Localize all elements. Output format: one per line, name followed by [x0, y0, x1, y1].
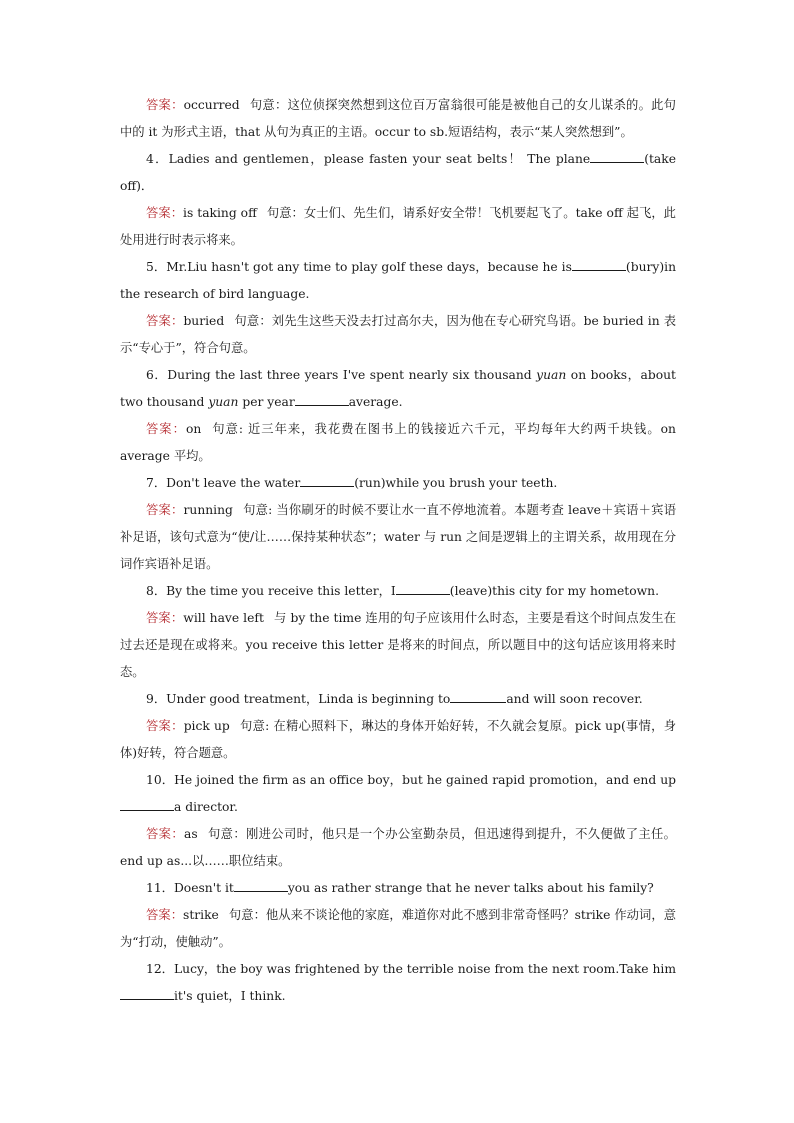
question-text: 12．Lucy，the boy was frightened by the terrible noise from the next room.Take him [146, 962, 676, 976]
question-text: 7．Don't leave the water [146, 476, 301, 490]
answer-label: 答案： [146, 98, 184, 112]
answer-blank[interactable] [120, 796, 174, 811]
question-text: 11．Doesn't it [146, 881, 234, 895]
answer-paragraph [120, 902, 676, 956]
answer-blank[interactable] [396, 580, 450, 595]
answer-explanation: 句意: 近三年来，我花费在图书上的钱接近六千元，平均每年大约两千块钱。on average 平均。 [120, 422, 676, 463]
question-5 [120, 254, 676, 308]
question-text: 4．Ladies and gentlemen，please fasten your seat belts！ The plane [146, 152, 591, 166]
answer-label: 答案： [146, 827, 184, 841]
answer-blank[interactable] [450, 688, 506, 703]
question-7 [120, 470, 676, 497]
question-9 [120, 686, 676, 713]
answer-paragraph [120, 605, 676, 686]
question-text: 10．He joined the firm as an office boy，but he gained rapid promotion，and end up [146, 773, 676, 787]
question-text: a director. [174, 800, 238, 814]
question-12 [120, 956, 676, 1010]
question-text: you as rather strange that he never talks about his family? [287, 881, 654, 895]
answer-explanation: 句意：女士们、先生们，请系好安全带！飞机要起飞了。take off 起飞，此处用进行时表示将来。 [120, 206, 676, 247]
answer-blank[interactable] [234, 877, 288, 892]
question-text: 9．Under good treatment，Linda is beginning to [146, 692, 451, 706]
answer-paragraph [120, 308, 676, 362]
answer-text: strike [183, 908, 219, 922]
answer-explanation: 句意：刚进公司时，他只是一个办公室勤杂员，但迅速得到提升，不久便做了主任。end up as...以……职位结束。 [120, 827, 676, 868]
question-8 [120, 578, 676, 605]
answer-text: pick up [183, 719, 230, 733]
answer-label: 答案： [146, 422, 186, 436]
answer-paragraph [120, 497, 676, 578]
question-italic: yuan [536, 368, 567, 382]
answer-label: 答案： [146, 719, 184, 733]
answer-label: 答案： [146, 503, 184, 517]
answer-text: as [183, 827, 198, 841]
answer-text: running [183, 503, 233, 517]
question-text: (run)while you brush your teeth. [354, 476, 558, 490]
answer-paragraph [120, 200, 676, 254]
question-text: (bury)in the research of bird language. [120, 260, 676, 301]
question-text: average. [348, 395, 403, 409]
question-10 [120, 767, 676, 821]
question-text: it's quiet，I think. [174, 989, 286, 1003]
answer-blank[interactable] [300, 472, 354, 487]
question-4 [120, 146, 676, 200]
answer-explanation: 句意：刘先生这些天没去打过高尔夫，因为他在专心研究鸟语。be buried in 表示“专心于”，符合句意。 [120, 314, 676, 355]
answer-label: 答案： [146, 314, 184, 328]
question-6 [120, 362, 676, 416]
answer-paragraph [120, 821, 676, 875]
question-text: on books，about two thousand [120, 368, 676, 409]
answer-text: buried [183, 314, 225, 328]
answer-explanation: 句意：这位侦探突然想到这位百万富翁很可能是被他自己的女儿谋杀的。此句中的 it 为形式主语，that 从句为真正的主语。occur to sb.短语结构，表示“某人突然想到”。 [120, 98, 676, 139]
question-text: per year [238, 395, 295, 409]
answer-blank[interactable] [572, 256, 626, 271]
answer-blank[interactable] [295, 391, 349, 406]
answer-text: is taking off [183, 206, 257, 220]
answer-blank[interactable] [590, 148, 644, 163]
answer-label: 答案： [146, 611, 184, 625]
question-text: and will soon recover. [506, 692, 643, 706]
answer-paragraph [120, 416, 676, 470]
answer-blank[interactable] [120, 985, 174, 1000]
answer-label: 答案： [146, 908, 184, 922]
answer-text: occurred [183, 98, 240, 112]
answer-text: will have left [183, 611, 264, 625]
question-text: (take off)． [120, 152, 676, 193]
answer-explanation: 与 by the time 连用的句子应该用什么时态，主要是看这个时间点发生在过去还是现在或将来。you receive this letter 是将来的时间点，所以题目中的这句话应该用将来时态。 [120, 611, 676, 679]
answer-label: 答案： [146, 206, 184, 220]
answer-explanation: 句意: 在精心照料下，琳达的身体开始好转，不久就会复原。pick up(事情，身体)好转，符合题意。 [120, 719, 676, 760]
question-text: (leave)this city for my hometown. [449, 584, 659, 598]
answer-explanation: 句意：他从来不谈论他的家庭，难道你对此不感到非常奇怪吗？strike 作动词，意为“打动，使触动”。 [120, 908, 676, 949]
answer-explanation: 句意: 当你刷牙的时候不要让水一直不停地流着。本题考查 leave＋宾语＋宾语补足语，该句式意为“使/让……保持某种状态”；water 与 run 之间是逻辑上的主谓关系，故用现在分词作宾语补足语。 [120, 503, 676, 571]
question-text: 6．During the last three years I've spent nearly six thousand [146, 368, 537, 382]
answer-paragraph [120, 713, 676, 767]
question-text: 5．Mr.Liu hasn't got any time to play golf these days，because he is [146, 260, 572, 274]
question-11 [120, 875, 676, 902]
answer-text: on [185, 422, 202, 436]
answer-paragraph [120, 92, 676, 146]
document-page [120, 92, 676, 1010]
question-text: 8．By the time you receive this letter，I [146, 584, 396, 598]
question-italic: yuan [208, 395, 239, 409]
